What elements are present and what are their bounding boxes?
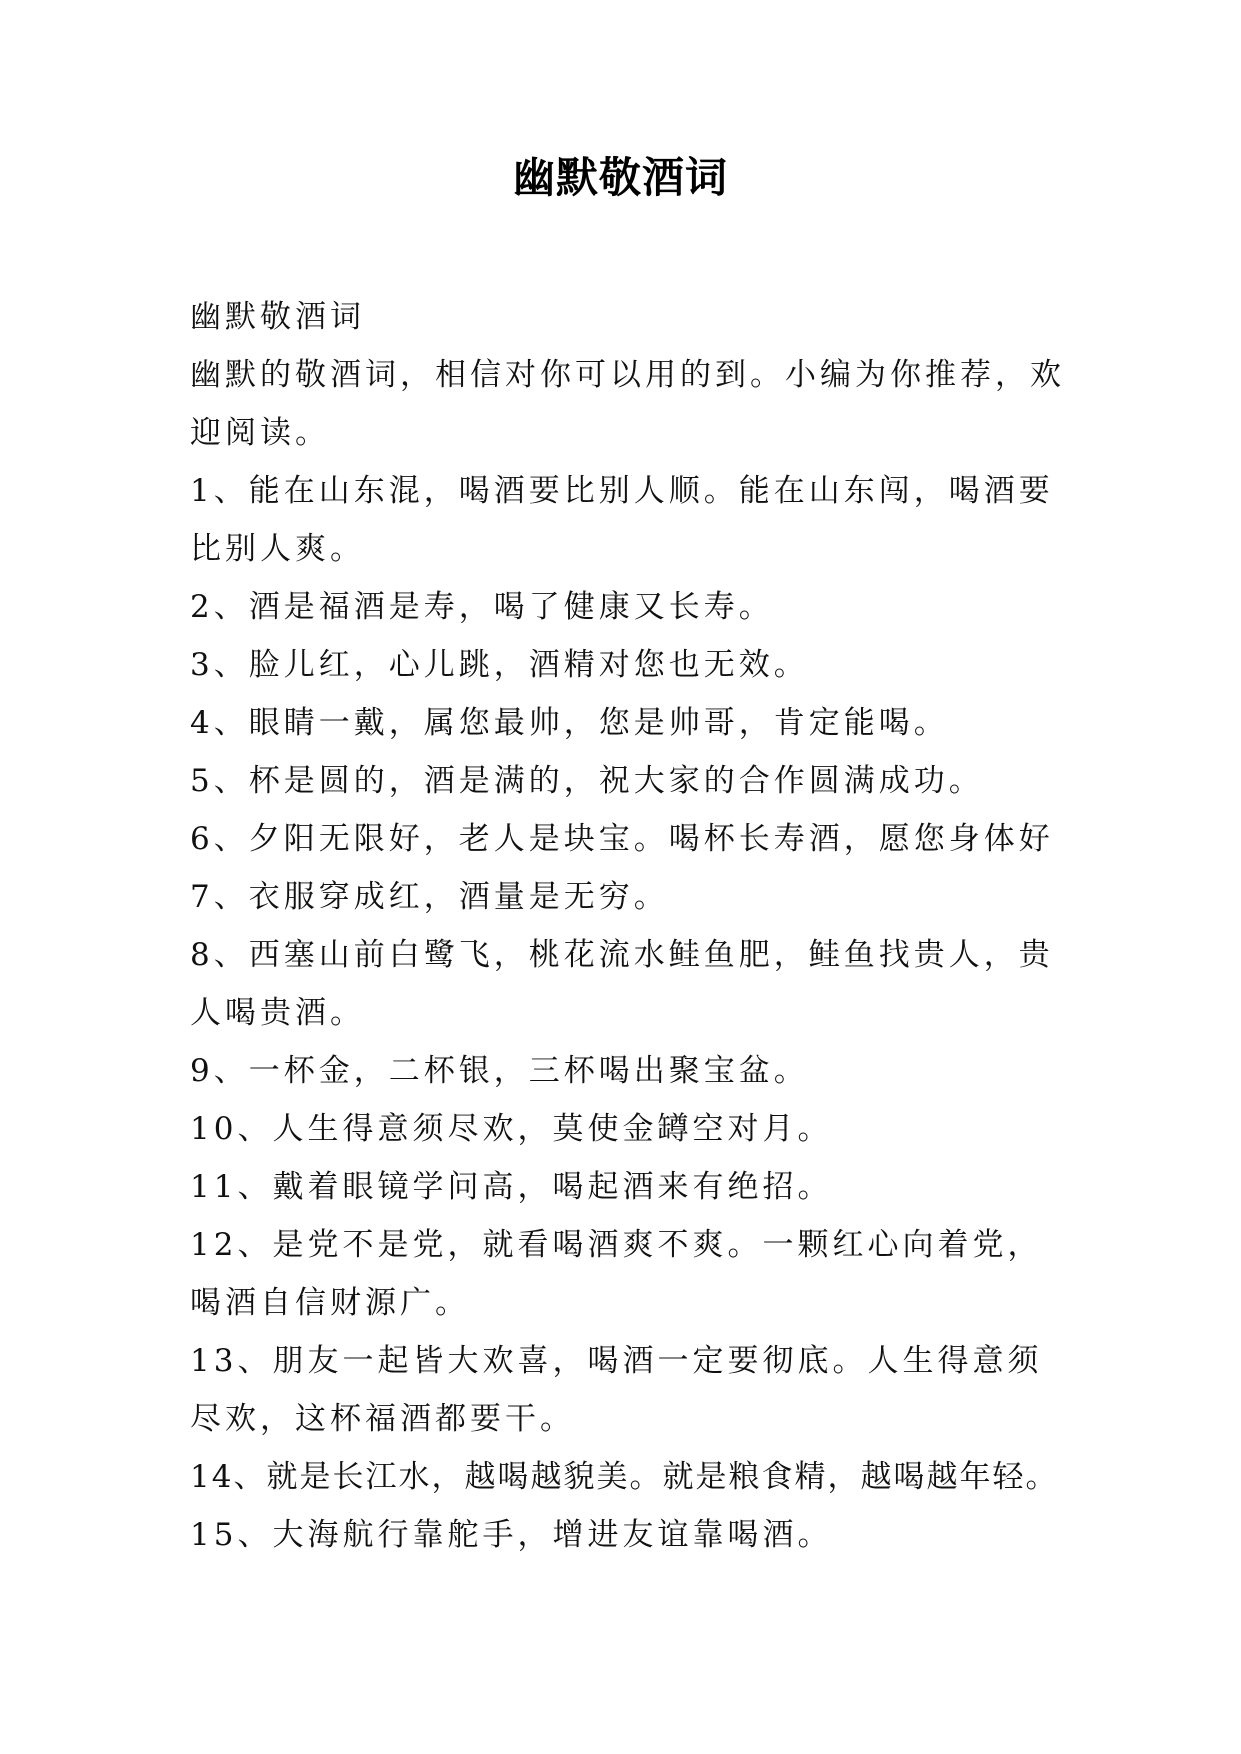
paragraph-item-8: 8、西塞山前白鹭飞，桃花流水鲑鱼肥，鲑鱼找贵人，贵人喝贵酒。: [190, 937, 1054, 1031]
paragraph-item-6: 6、夕阳无限好，老人是块宝。喝杯长寿酒，愿您身体好: [190, 821, 1054, 857]
paragraph-item-3: 3、脸儿红，心儿跳，酒精对您也无效。: [190, 647, 809, 683]
paragraph-item-1: 1、能在山东混，喝酒要比别人顺。能在山东闯，喝酒要比别人爽。: [190, 473, 1054, 567]
paragraph-item-14: 14、就是长江水，越喝越貌美。就是粮食精，越喝越年轻。: [190, 1459, 1059, 1495]
paragraph-intro: 幽默的敬酒词，相信对你可以用的到。小编为你推荐，欢迎阅读。: [190, 357, 1065, 451]
paragraph-item-13: 13、朋友一起皆大欢喜，喝酒一定要彻底。人生得意须尽欢，这杯福酒都要干。: [190, 1343, 1043, 1437]
paragraph-item-2: 2、酒是福酒是寿，喝了健康又长寿。: [190, 589, 774, 625]
paragraph-item-7: 7、衣服穿成红，酒量是无穷。: [190, 879, 669, 915]
paragraph-item-15: 15、大海航行靠舵手，增进友谊靠喝酒。: [190, 1517, 833, 1553]
paragraph-item-10: 10、人生得意须尽欢，莫使金罇空对月。: [190, 1111, 833, 1147]
paragraph-item-11: 11、戴着眼镜学问高，喝起酒来有绝招。: [190, 1169, 833, 1205]
paragraph-item-12: 12、是党不是党，就看喝酒爽不爽。一颗红心向着党，喝酒自信财源广。: [190, 1227, 1043, 1321]
paragraph-item-4: 4、眼睛一戴，属您最帅，您是帅哥，肯定能喝。: [190, 705, 949, 741]
document-title: 幽默敬酒词: [512, 153, 728, 202]
paragraph-item-5: 5、杯是圆的，酒是满的，祝大家的合作圆满成功。: [190, 763, 984, 799]
paragraph-heading: 幽默敬酒词: [190, 299, 365, 335]
paragraph-item-9: 9、一杯金，二杯银，三杯喝出聚宝盆。: [190, 1053, 809, 1089]
document-body: [190, 288, 1070, 1564]
